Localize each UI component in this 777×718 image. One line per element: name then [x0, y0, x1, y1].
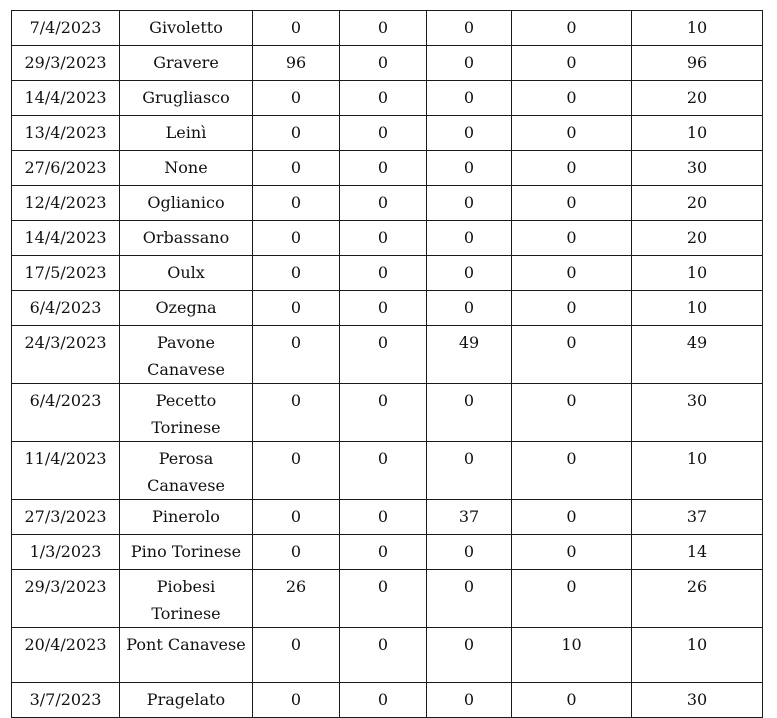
- value-cell: 0: [340, 221, 427, 256]
- value-cell: 0: [427, 256, 512, 291]
- value-cell: 0: [253, 81, 340, 116]
- total-cell: 30: [632, 151, 763, 186]
- value-cell: 0: [427, 11, 512, 46]
- total-cell: 49: [632, 326, 763, 384]
- value-cell: 0: [427, 570, 512, 628]
- value-cell: 37: [427, 500, 512, 535]
- town-cell: Pragelato: [120, 683, 253, 718]
- town-cell: Ozegna: [120, 291, 253, 326]
- value-cell: 0: [512, 291, 632, 326]
- table-row: [12, 46, 763, 81]
- value-cell: 0: [253, 291, 340, 326]
- town-cell: Piobesi Torinese: [120, 570, 253, 628]
- total-cell: 30: [632, 384, 763, 442]
- value-cell: 0: [253, 11, 340, 46]
- value-cell: 0: [512, 570, 632, 628]
- total-cell: 20: [632, 186, 763, 221]
- value-cell: 0: [340, 500, 427, 535]
- value-cell: 0: [340, 535, 427, 570]
- town-cell: Leinì: [120, 116, 253, 151]
- table-row: [12, 570, 763, 628]
- value-cell: 0: [253, 384, 340, 442]
- table-row: [12, 384, 763, 442]
- town-cell: Pecetto Torinese: [120, 384, 253, 442]
- value-cell: 0: [340, 46, 427, 81]
- total-cell: 10: [632, 628, 763, 683]
- value-cell: 0: [427, 628, 512, 683]
- data-table: [11, 10, 763, 718]
- town-cell: Oglianico: [120, 186, 253, 221]
- date-cell: 13/4/2023: [12, 116, 120, 151]
- value-cell: 0: [253, 221, 340, 256]
- value-cell: 0: [340, 384, 427, 442]
- town-cell: Gravere: [120, 46, 253, 81]
- value-cell: 96: [253, 46, 340, 81]
- table-row: [12, 81, 763, 116]
- value-cell: 0: [512, 256, 632, 291]
- total-cell: 26: [632, 570, 763, 628]
- total-cell: 20: [632, 221, 763, 256]
- town-cell: Pinerolo: [120, 500, 253, 535]
- value-cell: 0: [253, 326, 340, 384]
- value-cell: 0: [512, 326, 632, 384]
- date-cell: 24/3/2023: [12, 326, 120, 384]
- value-cell: 0: [340, 81, 427, 116]
- town-cell: Oulx: [120, 256, 253, 291]
- value-cell: 0: [427, 151, 512, 186]
- table-row: [12, 535, 763, 570]
- total-cell: 14: [632, 535, 763, 570]
- date-cell: 6/4/2023: [12, 384, 120, 442]
- table-row: [12, 221, 763, 256]
- date-cell: 12/4/2023: [12, 186, 120, 221]
- value-cell: 0: [512, 186, 632, 221]
- value-cell: 0: [253, 256, 340, 291]
- value-cell: 0: [340, 256, 427, 291]
- value-cell: 26: [253, 570, 340, 628]
- total-cell: 10: [632, 116, 763, 151]
- value-cell: 0: [512, 81, 632, 116]
- table-row: [12, 326, 763, 384]
- total-cell: 96: [632, 46, 763, 81]
- value-cell: 0: [253, 535, 340, 570]
- value-cell: 0: [253, 186, 340, 221]
- table-row: [12, 683, 763, 718]
- value-cell: 0: [512, 535, 632, 570]
- total-cell: 10: [632, 11, 763, 46]
- value-cell: 0: [340, 442, 427, 500]
- value-cell: 0: [427, 291, 512, 326]
- value-cell: 0: [253, 628, 340, 683]
- table-row: [12, 628, 763, 683]
- value-cell: 0: [253, 442, 340, 500]
- value-cell: 0: [427, 535, 512, 570]
- value-cell: 0: [253, 500, 340, 535]
- value-cell: 0: [512, 46, 632, 81]
- date-cell: 14/4/2023: [12, 221, 120, 256]
- value-cell: 0: [340, 628, 427, 683]
- value-cell: 0: [427, 46, 512, 81]
- town-cell: Perosa Canavese: [120, 442, 253, 500]
- table-row: [12, 291, 763, 326]
- date-cell: 1/3/2023: [12, 535, 120, 570]
- value-cell: 0: [512, 11, 632, 46]
- town-cell: None: [120, 151, 253, 186]
- table-row: [12, 500, 763, 535]
- value-cell: 0: [340, 116, 427, 151]
- table-row: [12, 442, 763, 500]
- value-cell: 0: [253, 683, 340, 718]
- total-cell: 37: [632, 500, 763, 535]
- total-cell: 10: [632, 291, 763, 326]
- date-cell: 17/5/2023: [12, 256, 120, 291]
- date-cell: 27/3/2023: [12, 500, 120, 535]
- value-cell: 0: [512, 151, 632, 186]
- value-cell: 10: [512, 628, 632, 683]
- town-cell: Pino Torinese: [120, 535, 253, 570]
- total-cell: 20: [632, 81, 763, 116]
- table-row: [12, 151, 763, 186]
- table-row: [12, 256, 763, 291]
- table-row: [12, 116, 763, 151]
- value-cell: 0: [340, 151, 427, 186]
- town-cell: Pont Canavese: [120, 628, 253, 683]
- value-cell: 0: [427, 442, 512, 500]
- value-cell: 0: [340, 683, 427, 718]
- date-cell: 6/4/2023: [12, 291, 120, 326]
- date-cell: 27/6/2023: [12, 151, 120, 186]
- value-cell: 0: [427, 221, 512, 256]
- value-cell: 0: [253, 151, 340, 186]
- town-cell: Givoletto: [120, 11, 253, 46]
- value-cell: 0: [512, 221, 632, 256]
- town-cell: Orbassano: [120, 221, 253, 256]
- total-cell: 10: [632, 256, 763, 291]
- value-cell: 0: [427, 683, 512, 718]
- value-cell: 0: [253, 116, 340, 151]
- value-cell: 0: [427, 384, 512, 442]
- value-cell: 0: [340, 186, 427, 221]
- table-row: [12, 11, 763, 46]
- value-cell: 0: [340, 291, 427, 326]
- town-cell: Pavone Canavese: [120, 326, 253, 384]
- town-cell: Grugliasco: [120, 81, 253, 116]
- total-cell: 30: [632, 683, 763, 718]
- value-cell: 0: [340, 11, 427, 46]
- value-cell: 0: [512, 500, 632, 535]
- value-cell: 0: [512, 683, 632, 718]
- date-cell: 7/4/2023: [12, 11, 120, 46]
- date-cell: 29/3/2023: [12, 570, 120, 628]
- date-cell: 29/3/2023: [12, 46, 120, 81]
- date-cell: 3/7/2023: [12, 683, 120, 718]
- date-cell: 20/4/2023: [12, 628, 120, 683]
- total-cell: 10: [632, 442, 763, 500]
- value-cell: 0: [427, 81, 512, 116]
- date-cell: 14/4/2023: [12, 81, 120, 116]
- value-cell: 0: [512, 116, 632, 151]
- value-cell: 0: [512, 442, 632, 500]
- value-cell: 0: [340, 570, 427, 628]
- table-row: [12, 186, 763, 221]
- value-cell: 0: [512, 384, 632, 442]
- value-cell: 0: [427, 116, 512, 151]
- value-cell: 0: [427, 186, 512, 221]
- value-cell: 49: [427, 326, 512, 384]
- date-cell: 11/4/2023: [12, 442, 120, 500]
- value-cell: 0: [340, 326, 427, 384]
